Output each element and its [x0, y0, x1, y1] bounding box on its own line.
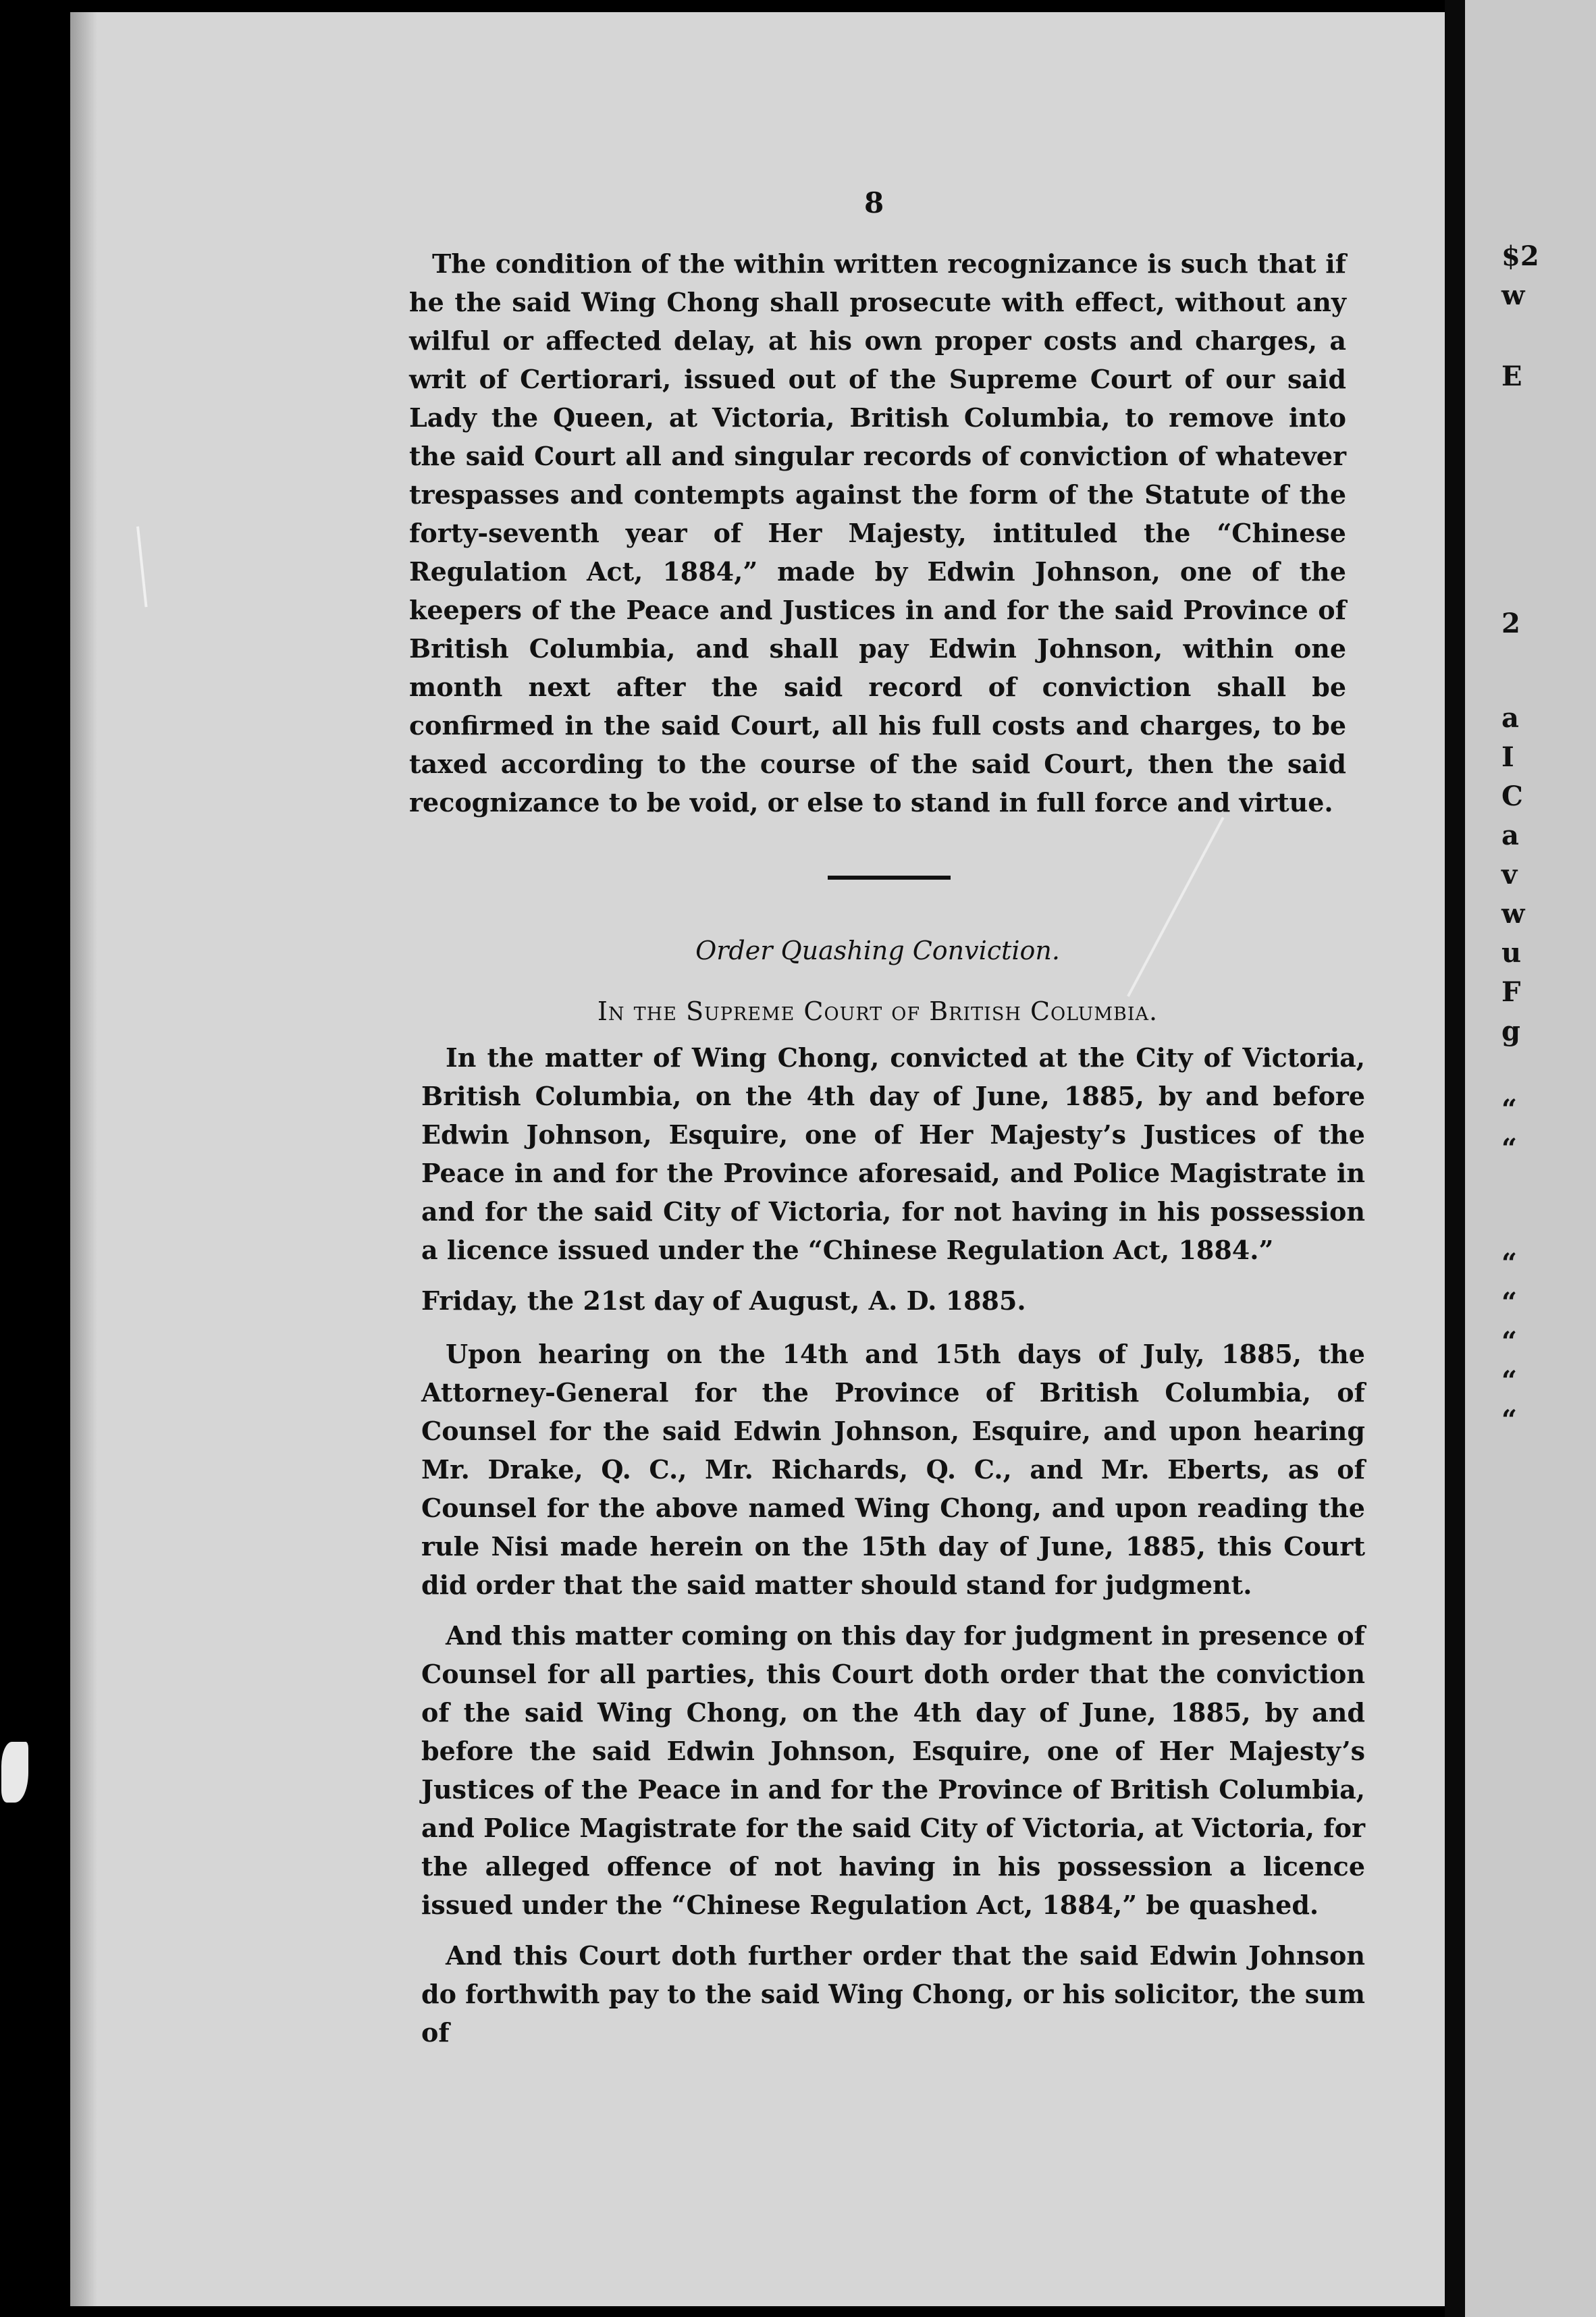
ink-blot: [1, 1742, 28, 1803]
order-matter-paragraph: In the matter of Wing Chong, convicted at the City of Victoria, British Columbia, on the 4th day of June, 1885, by and before Edwin Johnson, Esquire, one of Her Majesty’s Justices of the Peace in and for the Province aforesaid, and Police Magistrate in and for the said City of Victoria, for not having in his possession a licence issued under the “Chinese Regulation Act, 1884.”: [421, 1042, 1365, 1265]
section-divider: [828, 876, 951, 880]
facing-page-fragment: “: [1501, 1365, 1518, 1397]
facing-page-fragment: a: [1501, 820, 1519, 851]
facing-page-fragment: “: [1501, 1326, 1518, 1358]
facing-page-fragment: C: [1501, 780, 1523, 812]
recognizance-condition-block: [409, 244, 1346, 822]
facing-page-fragment: a: [1501, 702, 1519, 734]
facing-page-fragment: v: [1501, 859, 1518, 890]
page-number: 8: [864, 186, 884, 219]
facing-page-fragment: u: [1501, 937, 1522, 969]
facing-page-fragment: “: [1501, 1404, 1518, 1436]
order-quashing-paragraph: And this matter coming on this day for judgment in presence of Counsel for all parties, this Court doth order that the conviction of the said Wing Chong, on the 4th day of June, 1885, by and before the said Edwin Johnson, Esquire, one of Her Majesty’s Justices of the Peace in and for the Province of British Columbia, and Police Magistrate for the said City of Victoria, at Victoria, for the alleged offence of not having in his possession a licence issued under the “Chinese Regulation Act, 1884,” be quashed.: [421, 1620, 1365, 1920]
facing-page-fragment: I: [1501, 741, 1514, 773]
facing-page-edge: [1465, 0, 1596, 2317]
recognizance-condition-paragraph: The condition of the within written recognizance is such that if he the said Wing Chong shall prosecute with effect, without any wilful or affected delay, at his own proper costs and charges, a writ of Certiorari, issued out of the Supreme Court of our said Lady the Queen, at Victoria, British Columbia, to remove into the said Court all and singular records of conviction of whatever trespasses and contempts against the form of the Statute of the forty-seventh year of Her Majesty, intituled the “Chinese Regulation Act, 1884,” made by Edwin Johnson, one of the keepers of the Peace and Justices in and for the said Province of British Columbia, and shall pay Edwin Johnson, within one month next after the said record of conviction shall be confirmed in the said Court, all his full costs and charges, to be taxed according to the course of the said Court, then the said recognizance to be void, or else to stand in full force and virtue.: [409, 248, 1346, 818]
facing-page-fragment: “: [1501, 1133, 1518, 1165]
facing-page-fragment: “: [1501, 1094, 1518, 1125]
facing-page-fragment: F: [1501, 976, 1521, 1008]
facing-page-fragment: g: [1501, 1015, 1520, 1047]
facing-page-fragment: w: [1501, 279, 1525, 311]
facing-page-fragment: “: [1501, 1248, 1518, 1279]
order-title: Order Quashing Conviction.: [695, 936, 1060, 965]
facing-page-fragment: E: [1501, 361, 1522, 392]
page-edge-shadow: [70, 12, 97, 2306]
facing-page-fragment: “: [1501, 1287, 1518, 1319]
order-body: [421, 1038, 1365, 2064]
facing-page-fragment: w: [1501, 898, 1525, 930]
order-payment-paragraph: And this Court doth further order that the said Edwin Johnson do forthwith pay to the said Wing Chong, or his solicitor, the sum of: [421, 1940, 1365, 2048]
facing-page-fragment: $2: [1501, 240, 1539, 272]
order-date-line: Friday, the 21st day of August, A. D. 1885.: [421, 1285, 1026, 1316]
court-heading: In the Supreme Court of British Columbia.: [597, 996, 1159, 1026]
binding-gutter: [1445, 0, 1465, 2317]
facing-page-fragment: 2: [1501, 608, 1520, 639]
order-hearing-paragraph: Upon hearing on the 14th and 15th days of July, 1885, the Attorney-General for the Province of British Columbia, of Counsel for the said Edwin Johnson, Esquire, and upon hearing Mr. Drake, Q. C., Mr. Richards, Q. C., and Mr. Eberts, as of Counsel for the above named Wing Chong, and upon reading the rule Nisi made herein on the 15th day of June, 1885, this Court did order that the said matter should stand for judgment.: [421, 1339, 1365, 1600]
